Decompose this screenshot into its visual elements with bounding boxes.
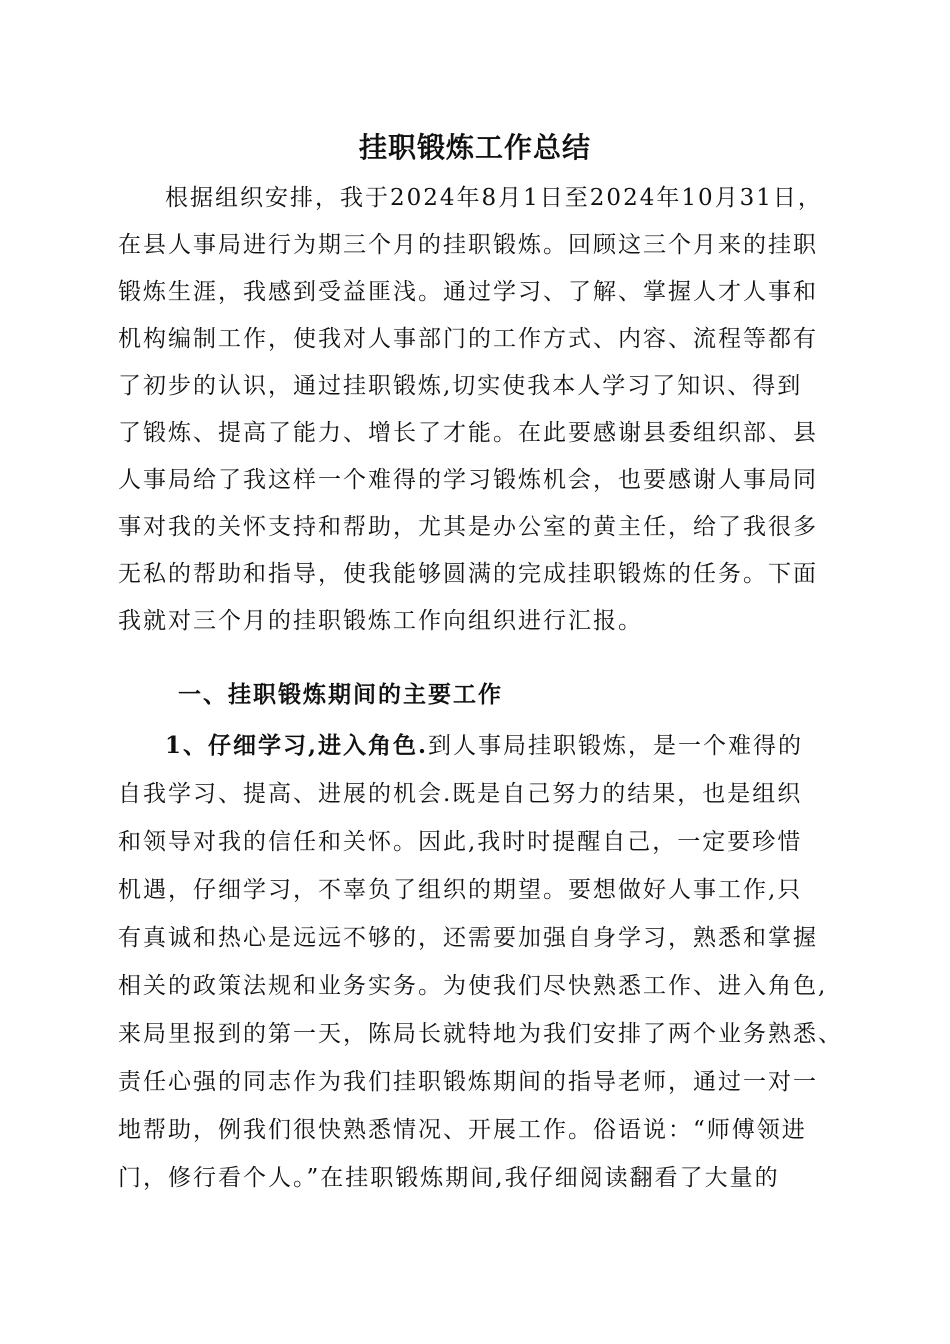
paragraph-line: 了锻炼、提高了能力、增长了才能。在此要感谢县委组织部、县: [118, 420, 818, 446]
paragraph-line: 来局里报到的第一天，陈局长就特地为我们安排了两个业务熟悉、: [118, 1021, 843, 1047]
paragraph-line: 门，修行看个人。”在挂职锻炼期间,我仔细阅读翻看了大量的: [118, 1165, 780, 1191]
paragraph-line: 锻炼生涯，我感到受益匪浅。通过学习、了解、掌握人才人事和: [118, 279, 818, 305]
item-title: 1、仔细学习,进入角色.: [165, 732, 429, 759]
paragraph-line: 事对我的关怀支持和帮助，尤其是办公室的黄主任，给了我很多: [118, 514, 818, 540]
paragraph-line: 自我学习、提高、进展的机会.既是自己努力的结果，也是组织: [118, 781, 803, 807]
paragraph-line: 相关的政策法规和业务实务。为使我们尽快熟悉工作、进入角色,: [118, 973, 828, 999]
section-heading: 一、挂职锻炼期间的主要工作: [178, 681, 503, 708]
paragraph-line: 人事局给了我这样一个难得的学习锻炼机会，也要感谢人事局同: [118, 467, 818, 493]
paragraph-line: 了初步的认识，通过挂职锻炼,切实使我本人学习了知识、得到: [118, 373, 803, 399]
paragraph-line: 和领导对我的信任和关怀。因此,我时时提醒自己，一定要珍惜: [118, 829, 803, 855]
paragraph-line: 根据组织安排，我于2024年8月1日至2024年10月31日，: [165, 185, 823, 211]
paragraph-line: 在县人事局进行为期三个月的挂职锻炼。回顾这三个月来的挂职: [118, 232, 818, 258]
paragraph-line: 有真诚和热心是远远不够的，还需要加强自身学习，熟悉和掌握: [118, 925, 818, 951]
paragraph-line: 责任心强的同志作为我们挂职锻炼期间的指导老师，通过一对一: [118, 1069, 818, 1095]
item-first-line: [165, 730, 803, 762]
paragraph-line: 地帮助，例我们很快熟悉情况、开展工作。俗语说：“师傅领进: [118, 1117, 807, 1143]
paragraph-line: 机遇，仔细学习，不辜负了组织的期望。要想做好人事工作,只: [118, 877, 803, 903]
paragraph-line: 无私的帮助和指导，使我能够圆满的完成挂职锻炼的任务。下面: [118, 561, 818, 587]
paragraph-line: 机构编制工作，使我对人事部门的工作方式、内容、流程等都有: [118, 326, 818, 352]
paragraph-line: 我就对三个月的挂职锻炼工作向组织进行汇报。: [118, 608, 643, 634]
document-title: 挂职锻炼工作总结: [358, 131, 591, 164]
item-text: 到人事局挂职锻炼，是一个难得的: [428, 733, 804, 759]
